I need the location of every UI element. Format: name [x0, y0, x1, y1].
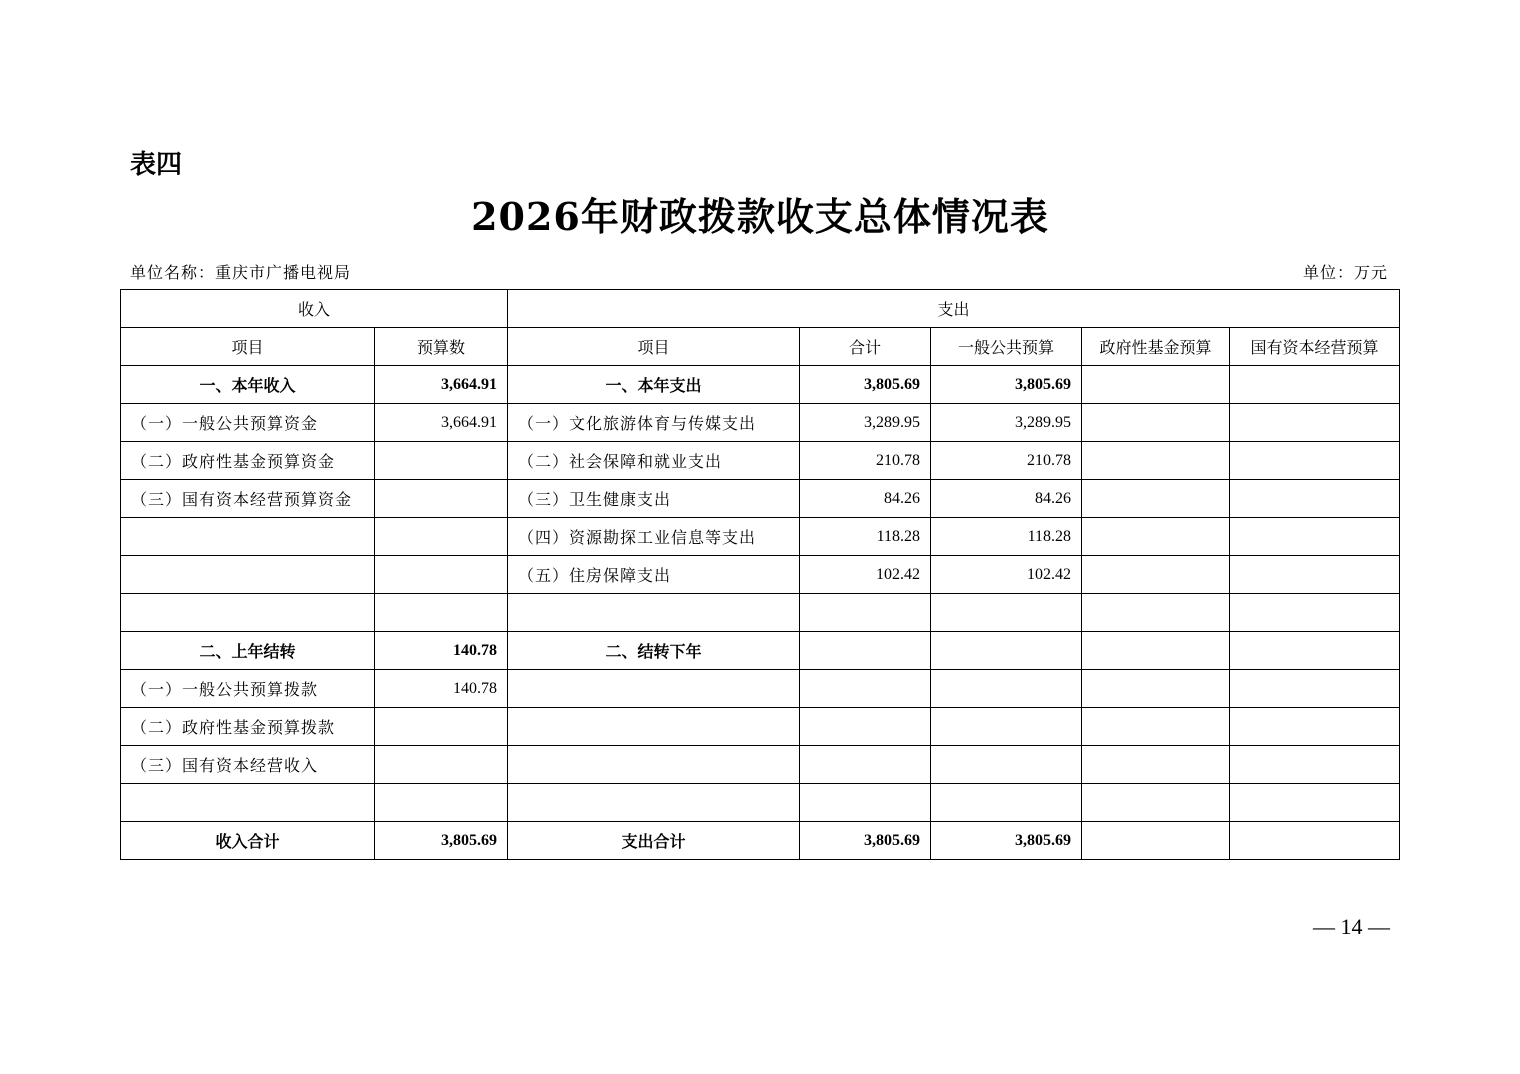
- expense-item-cell: [508, 708, 800, 746]
- expense-total-cell: [800, 784, 931, 822]
- general-budget-cell: 84.26: [931, 480, 1082, 518]
- general-budget-header: 一般公共预算: [931, 328, 1082, 366]
- expense-item-cell: 二、结转下年: [508, 632, 800, 670]
- expense-total-cell: 3,805.69: [800, 822, 931, 860]
- table-row: [121, 518, 1400, 556]
- income-item-cell: [121, 556, 375, 594]
- income-amount-cell: [375, 594, 508, 632]
- income-amount-cell: [375, 746, 508, 784]
- fund-budget-cell: [1082, 746, 1230, 784]
- table-row: [121, 556, 1400, 594]
- income-amount-cell: 140.78: [375, 670, 508, 708]
- fund-budget-cell: [1082, 708, 1230, 746]
- general-budget-cell: 3,805.69: [931, 822, 1082, 860]
- expense-total-header: 合计: [800, 328, 931, 366]
- income-item-cell: （一）一般公共预算资金: [121, 404, 375, 442]
- header-row-columns: [121, 328, 1400, 366]
- table-row: [121, 404, 1400, 442]
- income-item-cell: [121, 518, 375, 556]
- expense-total-cell: 84.26: [800, 480, 931, 518]
- income-item-cell: （一）一般公共预算拨款: [121, 670, 375, 708]
- fund-budget-header: 政府性基金预算: [1082, 328, 1230, 366]
- income-header: 收入: [121, 290, 508, 328]
- expense-total-cell: 118.28: [800, 518, 931, 556]
- expense-total-cell: [800, 670, 931, 708]
- state-capital-cell: [1230, 404, 1400, 442]
- income-item-cell: （三）国有资本经营预算资金: [121, 480, 375, 518]
- income-item-cell: （三）国有资本经营收入: [121, 746, 375, 784]
- expense-total-cell: [800, 746, 931, 784]
- income-amount-cell: [375, 442, 508, 480]
- state-capital-cell: [1230, 442, 1400, 480]
- fund-budget-cell: [1082, 822, 1230, 860]
- fund-budget-cell: [1082, 480, 1230, 518]
- state-capital-cell: [1230, 670, 1400, 708]
- income-item-cell: 一、本年收入: [121, 366, 375, 404]
- fund-budget-cell: [1082, 518, 1230, 556]
- fund-budget-cell: [1082, 442, 1230, 480]
- income-item-cell: （二）政府性基金预算拨款: [121, 708, 375, 746]
- general-budget-cell: [931, 632, 1082, 670]
- income-item-header: 项目: [121, 328, 375, 366]
- income-amount-cell: 3,664.91: [375, 366, 508, 404]
- income-amount-cell: 3,664.91: [375, 404, 508, 442]
- income-item-cell: 二、上年结转: [121, 632, 375, 670]
- expense-item-cell: （二）社会保障和就业支出: [508, 442, 800, 480]
- table-row: [121, 594, 1400, 632]
- table-row: [121, 442, 1400, 480]
- income-item-cell: 收入合计: [121, 822, 375, 860]
- income-amount-cell: [375, 708, 508, 746]
- expense-item-cell: [508, 670, 800, 708]
- expense-item-cell: [508, 784, 800, 822]
- state-capital-cell: [1230, 822, 1400, 860]
- header-row-group: [121, 290, 1400, 328]
- fund-budget-cell: [1082, 632, 1230, 670]
- expense-item-cell: [508, 594, 800, 632]
- general-budget-cell: [931, 708, 1082, 746]
- state-capital-cell: [1230, 746, 1400, 784]
- state-capital-cell: [1230, 518, 1400, 556]
- expense-header: 支出: [508, 290, 1400, 328]
- general-budget-cell: 210.78: [931, 442, 1082, 480]
- expense-item-cell: 一、本年支出: [508, 366, 800, 404]
- table-row: [121, 480, 1400, 518]
- expense-item-header: 项目: [508, 328, 800, 366]
- general-budget-cell: 118.28: [931, 518, 1082, 556]
- income-amount-cell: [375, 518, 508, 556]
- state-capital-cell: [1230, 556, 1400, 594]
- state-capital-cell: [1230, 480, 1400, 518]
- income-amount-cell: 3,805.69: [375, 822, 508, 860]
- expense-item-cell: （四）资源勘探工业信息等支出: [508, 518, 800, 556]
- general-budget-cell: [931, 746, 1082, 784]
- fund-budget-cell: [1082, 556, 1230, 594]
- income-item-cell: [121, 594, 375, 632]
- expense-item-cell: [508, 746, 800, 784]
- income-item-cell: （二）政府性基金预算资金: [121, 442, 375, 480]
- table-row: [121, 366, 1400, 404]
- state-capital-cell: [1230, 366, 1400, 404]
- income-amount-cell: [375, 556, 508, 594]
- page-number: — 14 —: [1313, 914, 1390, 939]
- table-row: [121, 822, 1400, 860]
- state-capital-cell: [1230, 708, 1400, 746]
- table-row: [121, 708, 1400, 746]
- table-body: [121, 366, 1400, 860]
- expense-total-cell: 102.42: [800, 556, 931, 594]
- expense-item-cell: （三）卫生健康支出: [508, 480, 800, 518]
- state-capital-header: 国有资本经营预算: [1230, 328, 1400, 366]
- state-capital-cell: [1230, 784, 1400, 822]
- table-number-label: 表四: [130, 150, 183, 180]
- fund-budget-cell: [1082, 670, 1230, 708]
- table-row: [121, 746, 1400, 784]
- general-budget-cell: [931, 594, 1082, 632]
- fund-budget-cell: [1082, 784, 1230, 822]
- state-capital-cell: [1230, 594, 1400, 632]
- table-row: [121, 670, 1400, 708]
- general-budget-cell: [931, 784, 1082, 822]
- table-row: [121, 632, 1400, 670]
- income-amount-cell: [375, 784, 508, 822]
- fund-budget-cell: [1082, 594, 1230, 632]
- income-amount-cell: 140.78: [375, 632, 508, 670]
- document-title: 2026年财政拨款收支总体情况表: [471, 194, 1049, 239]
- general-budget-cell: 3,805.69: [931, 366, 1082, 404]
- expense-total-cell: [800, 632, 931, 670]
- general-budget-cell: 3,289.95: [931, 404, 1082, 442]
- expense-item-cell: （一）文化旅游体育与传媒支出: [508, 404, 800, 442]
- fund-budget-cell: [1082, 404, 1230, 442]
- unit-name-label: 单位名称：重庆市广播电视局: [130, 263, 352, 282]
- expense-total-cell: 210.78: [800, 442, 931, 480]
- table-row: [121, 784, 1400, 822]
- currency-unit-label: 单位：万元: [1302, 263, 1388, 282]
- expense-total-cell: [800, 708, 931, 746]
- general-budget-cell: 102.42: [931, 556, 1082, 594]
- expense-total-cell: 3,805.69: [800, 366, 931, 404]
- expense-total-cell: 3,289.95: [800, 404, 931, 442]
- fund-budget-cell: [1082, 366, 1230, 404]
- expense-total-cell: [800, 594, 931, 632]
- state-capital-cell: [1230, 632, 1400, 670]
- income-item-cell: [121, 784, 375, 822]
- budget-table: [120, 289, 1400, 860]
- income-amount-cell: [375, 480, 508, 518]
- expense-item-cell: 支出合计: [508, 822, 800, 860]
- general-budget-cell: [931, 670, 1082, 708]
- expense-item-cell: （五）住房保障支出: [508, 556, 800, 594]
- income-budget-header: 预算数: [375, 328, 508, 366]
